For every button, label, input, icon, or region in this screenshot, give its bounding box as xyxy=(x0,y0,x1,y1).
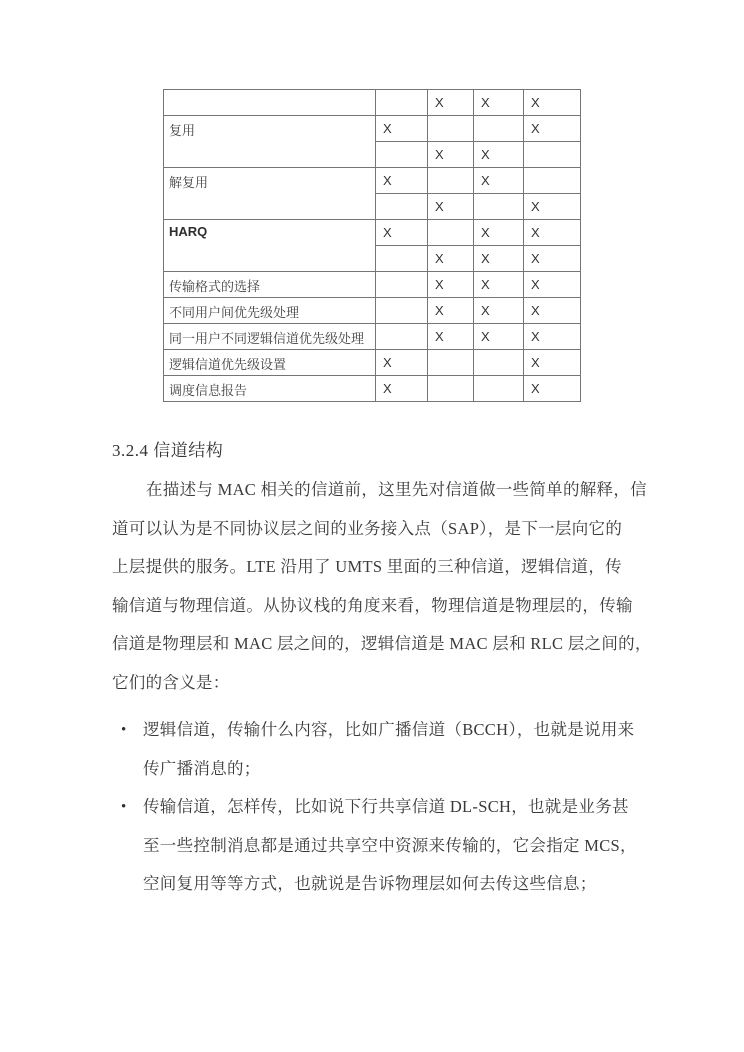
empty-cell xyxy=(474,376,524,402)
x-mark-cell: X xyxy=(524,350,581,376)
empty-cell xyxy=(474,350,524,376)
table-row xyxy=(164,298,581,324)
empty-cell xyxy=(428,376,474,402)
x-mark-cell: X xyxy=(524,220,581,246)
row-label: 同一用户不同逻辑信道优先级处理 xyxy=(164,324,376,350)
row-label xyxy=(164,90,376,116)
x-mark-cell: X xyxy=(428,272,474,298)
table-row xyxy=(164,116,581,142)
bullet-list xyxy=(121,711,636,904)
bullet-item xyxy=(121,711,636,788)
empty-cell xyxy=(376,90,428,116)
table-row xyxy=(164,324,581,350)
paragraph-line: 信道是物理层和 MAC 层之间的，逻辑信道是 MAC 层和 RLC 层之间的， xyxy=(112,634,652,653)
row-label: 传输格式的选择 xyxy=(164,272,376,298)
empty-cell xyxy=(428,350,474,376)
bullet-line: 传广播消息的； xyxy=(143,758,261,778)
table-row xyxy=(164,220,581,246)
x-mark-cell: X xyxy=(474,142,524,168)
empty-cell xyxy=(428,116,474,142)
x-mark-cell: X xyxy=(524,90,581,116)
x-mark-cell: X xyxy=(524,194,581,220)
empty-cell xyxy=(428,220,474,246)
row-label: HARQ xyxy=(164,220,376,272)
x-mark-cell: X xyxy=(524,272,581,298)
paragraph-line: 在描述与 MAC 相关的信道前，这里先对信道做一些简单的解释，信 xyxy=(146,480,647,499)
x-mark-cell: X xyxy=(474,220,524,246)
empty-cell xyxy=(376,324,428,350)
bullet-line: 至一些控制消息都是通过共享空中资源来传输的，它会指定 MCS， xyxy=(143,835,637,855)
intro-paragraph xyxy=(112,471,652,702)
x-mark-cell: X xyxy=(524,246,581,272)
empty-cell xyxy=(428,168,474,194)
bullet-text xyxy=(143,788,637,904)
x-mark-cell: X xyxy=(474,298,524,324)
table-row xyxy=(164,90,581,116)
x-mark-cell: X xyxy=(428,194,474,220)
empty-cell xyxy=(524,168,581,194)
empty-cell xyxy=(376,246,428,272)
x-mark-cell: X xyxy=(376,376,428,402)
bullet-line: 逻辑信道，传输什么内容，比如广播信道（BCCH），也就是说用来 xyxy=(143,720,635,739)
x-mark-cell: X xyxy=(376,168,428,194)
x-mark-cell: X xyxy=(428,246,474,272)
x-mark-cell: X xyxy=(428,142,474,168)
paragraph-line: 输信道与物理信道。从协议栈的角度来看，物理信道是物理层的，传输 xyxy=(112,595,633,615)
paragraph-line: 上层提供的服务。LTE 沿用了 UMTS 里面的三种信道，逻辑信道，传 xyxy=(112,557,622,576)
bullet-item xyxy=(121,788,636,904)
empty-cell xyxy=(524,142,581,168)
paragraph-line: 它们的含义是： xyxy=(112,672,230,692)
x-mark-cell: X xyxy=(474,90,524,116)
empty-cell xyxy=(376,298,428,324)
bullet-line: 空间复用等等方式，也就说是告诉物理层如何去传这些信息； xyxy=(143,874,597,893)
table-row xyxy=(164,272,581,298)
empty-cell xyxy=(474,116,524,142)
empty-cell xyxy=(474,194,524,220)
x-mark-cell: X xyxy=(428,90,474,116)
mac-functions-table-body xyxy=(164,90,581,402)
row-label: 逻辑信道优先级设置 xyxy=(164,350,376,376)
x-mark-cell: X xyxy=(474,168,524,194)
mac-functions-table xyxy=(163,89,581,402)
empty-cell xyxy=(376,142,428,168)
section-heading: 3.2.4 信道结构 xyxy=(112,441,224,460)
x-mark-cell: X xyxy=(524,376,581,402)
row-label: 不同用户间优先级处理 xyxy=(164,298,376,324)
row-label: 调度信息报告 xyxy=(164,376,376,402)
x-mark-cell: X xyxy=(474,246,524,272)
row-label: 复用 xyxy=(164,116,376,168)
table-row xyxy=(164,350,581,376)
x-mark-cell: X xyxy=(524,116,581,142)
x-mark-cell: X xyxy=(524,324,581,350)
table-row xyxy=(164,168,581,194)
row-label: 解复用 xyxy=(164,168,376,220)
empty-cell xyxy=(376,272,428,298)
x-mark-cell: X xyxy=(376,220,428,246)
x-mark-cell: X xyxy=(474,272,524,298)
paragraph-line: 道可以认为是不同协议层之间的业务接入点（SAP），是下一层向它的 xyxy=(112,518,623,538)
x-mark-cell: X xyxy=(428,298,474,324)
x-mark-cell: X xyxy=(428,324,474,350)
empty-cell xyxy=(376,194,428,220)
bullet-icon: • xyxy=(121,799,127,815)
bullet-text xyxy=(143,711,636,788)
bullet-icon: • xyxy=(121,722,127,738)
x-mark-cell: X xyxy=(474,324,524,350)
x-mark-cell: X xyxy=(524,298,581,324)
x-mark-cell: X xyxy=(376,116,428,142)
table-row xyxy=(164,376,581,402)
bullet-line: 传输信道，怎样传，比如说下行共享信道 DL-SCH，也就是业务甚 xyxy=(143,797,629,816)
x-mark-cell: X xyxy=(376,350,428,376)
